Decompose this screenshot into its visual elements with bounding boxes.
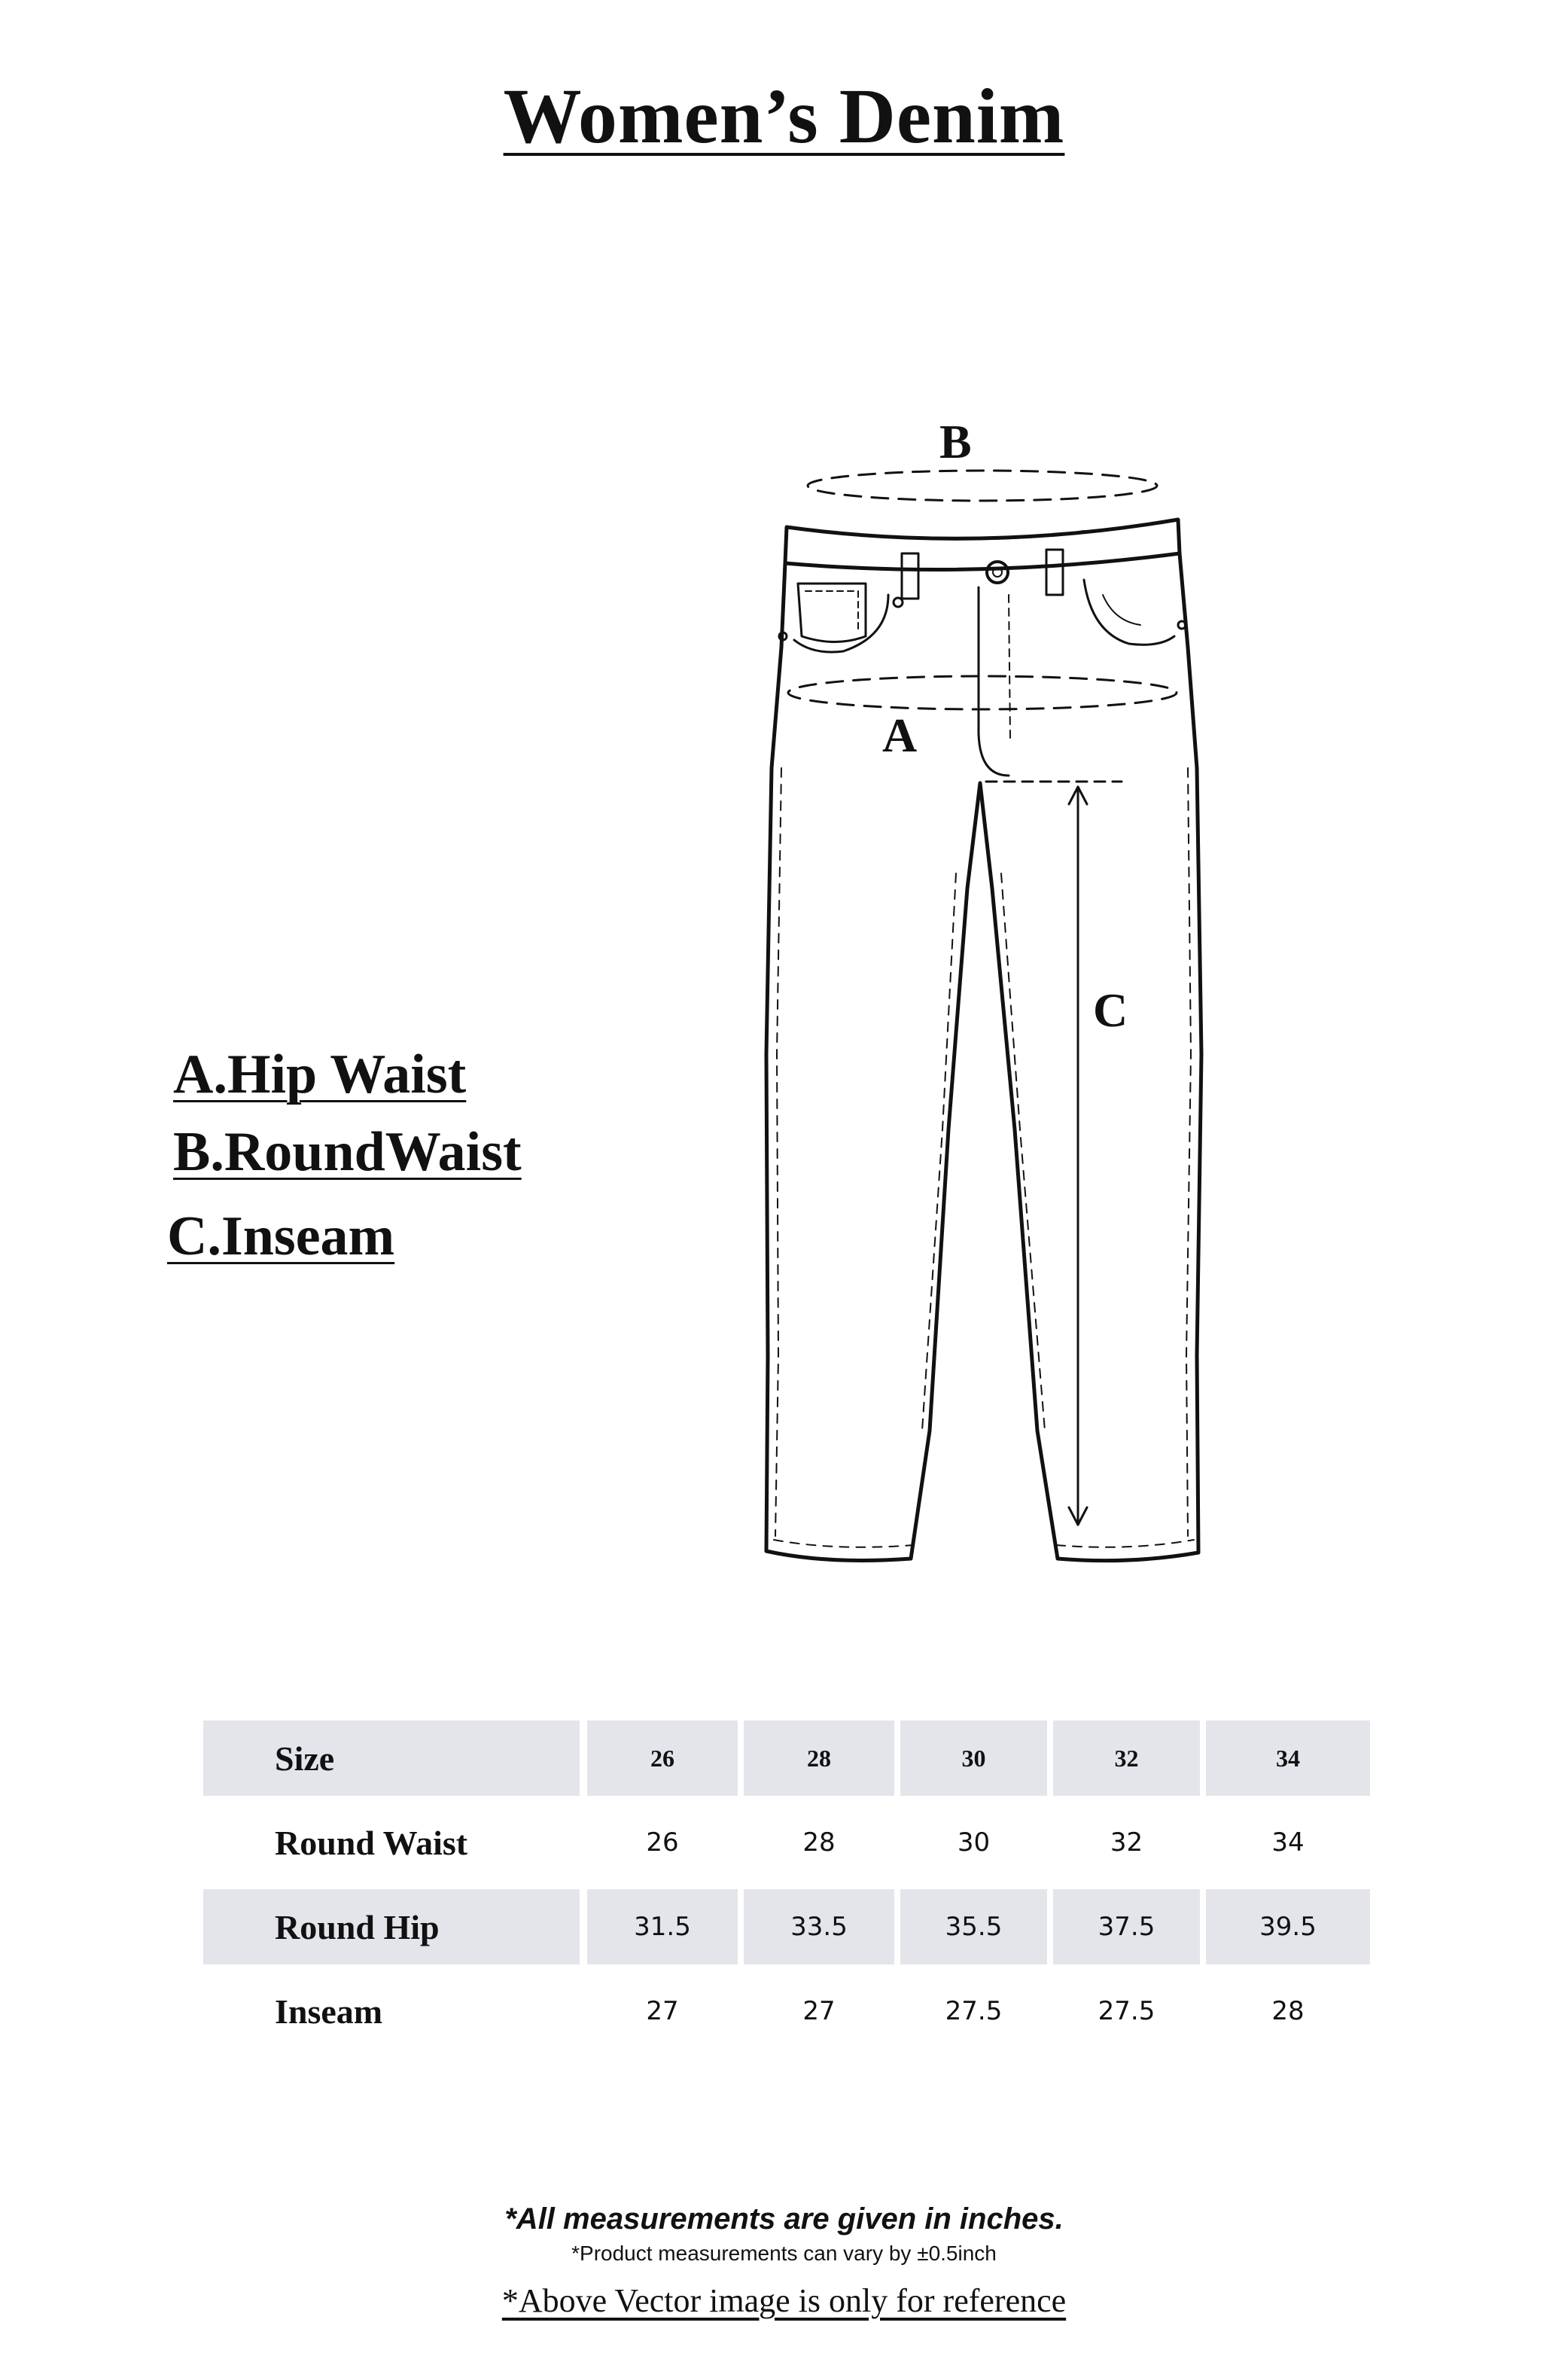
table-cell: 28 [802,1827,836,1858]
table-cell: 39.5 [1206,1889,1370,1964]
table-cell: 31.5 [587,1889,738,1964]
round-waist-measure-ellipse [808,471,1157,501]
table-cell: 27 [646,1996,679,2026]
row-label: Round Hip [203,1889,580,1964]
table-row [203,1805,1370,1885]
hip-waist-measure-ellipse [788,676,1177,709]
table-cell: 35.5 [900,1889,1047,1964]
units-note: *All measurements are given in inches. [504,2202,1064,2236]
legend-inseam: C.Inseam [167,1205,395,1267]
header-size-label: Size [203,1721,580,1796]
table-cell: 30 [957,1827,991,1858]
row-label: Inseam [275,1992,383,2031]
button-icon [987,562,1008,583]
header-size-cell: 26 [587,1721,738,1796]
table-cell: 28 [1271,1996,1305,2026]
table-row [203,1889,1370,1969]
table-cell: 37.5 [1053,1889,1200,1964]
reference-note: *Above Vector image is only for reference [501,2282,1067,2319]
table-cell: 33.5 [744,1889,894,1964]
marker-a: A [882,709,918,762]
header-size-cell: 30 [900,1721,1047,1796]
row-label: Round Waist [275,1823,468,1862]
header-size-cell: 32 [1053,1721,1200,1796]
table-row [203,1974,1370,2053]
header-size-cell: 28 [744,1721,894,1796]
legend-hip-waist: A.Hip Waist [173,1044,467,1105]
header-size-cell: 34 [1206,1721,1370,1796]
table-cell: 26 [646,1827,679,1858]
legend-round-waist: B.RoundWaist [173,1121,522,1183]
table-cell: 27.5 [1098,1996,1155,2026]
table-cell: 27.5 [945,1996,1003,2026]
table-cell: 32 [1110,1827,1143,1858]
variance-note: *Product measurements can vary by ±0.5inch [571,2242,997,2265]
marker-c: C [1093,983,1128,1037]
marker-b: B [939,415,972,468]
page-title: Women’s Denim [503,73,1065,160]
table-cell: 27 [802,1996,836,2026]
table-header-row [203,1721,1370,1800]
table-cell: 34 [1271,1827,1305,1858]
